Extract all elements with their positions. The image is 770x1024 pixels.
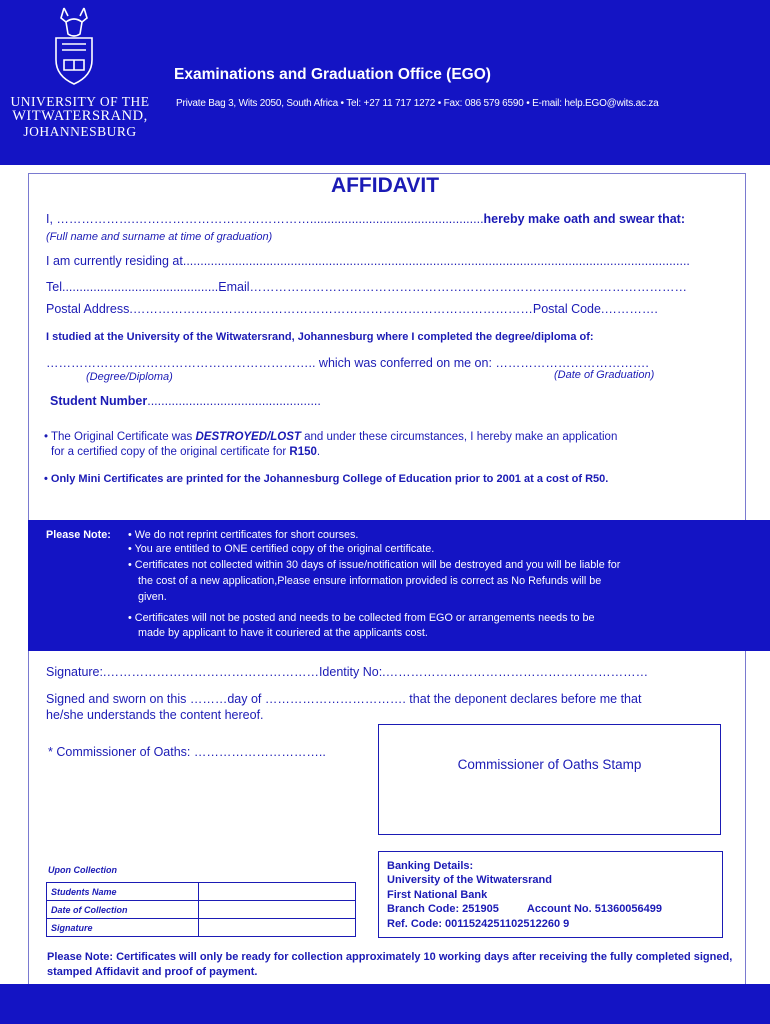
collection-value-cell[interactable]: [199, 901, 356, 919]
table-row: [47, 901, 356, 919]
destroyed-amount: R150: [289, 446, 317, 458]
postal-line[interactable]: Postal Address.……………………………………………………………………………………Postal Code.………….: [46, 302, 658, 316]
note-item: the cost of a new application,Please ensure information provided is correct as No Refunds will be: [138, 575, 602, 587]
destroyed-post: and under these circumstances, I hereby make an application: [300, 431, 618, 443]
banking-branch: Branch Code: 251905: [387, 903, 499, 916]
collection-readiness-note: Please Note: Certificates will only be ready for collection approximately 10 working days after receiving the fully completed signed, stamped Affidavit and proof of payment.: [47, 951, 733, 978]
university-name: [6, 94, 154, 139]
table-row: [47, 883, 356, 901]
graduation-date-hint: (Date of Graduation): [554, 369, 655, 381]
studied-statement: I studied at the University of the Witwatersrand, Johannesburg where I completed the degree/diploma of:: [46, 331, 594, 343]
note-item: made by applicant to have it couriered at the applicants cost.: [138, 627, 428, 639]
commissioner-stamp-box: [378, 724, 721, 835]
name-hint: (Full name and surname at time of graduation): [46, 231, 273, 243]
office-title: Examinations and Graduation Office (EGO): [174, 66, 491, 83]
banking-university: University of the Witwatersrand: [387, 874, 552, 887]
tel-email-line[interactable]: Tel.............................................Email……………………………………………………………………………………………: [46, 280, 688, 294]
university-name-line: WITWATERSRAND,: [12, 108, 148, 124]
banking-heading: Banking Details:: [387, 860, 474, 872]
residing-line[interactable]: I am currently residing at..................................................................................................................................................: [46, 254, 690, 268]
collection-label: Date of Collection: [47, 901, 199, 919]
student-number-line[interactable]: [50, 394, 321, 408]
commissioner-line[interactable]: * Commissioner of Oaths: …………………………..: [48, 745, 326, 759]
banking-details-box: [378, 851, 723, 938]
mini-certificate-note: • Only Mini Certificates are printed for the Johannesburg College of Education prior to 2001 at a cost of R50.: [44, 473, 609, 485]
table-row: [47, 919, 356, 937]
collection-value-cell[interactable]: [199, 919, 356, 937]
please-note-label: Please Note:: [46, 529, 111, 541]
name-line[interactable]: [46, 212, 685, 226]
note-item: • We do not reprint certificates for short courses.: [128, 529, 359, 541]
name-dots: I, ……………….……………………………………..................................................: [46, 212, 484, 226]
destroyed-statement-line2: [51, 446, 320, 458]
destroyed-line2-pre: for a certified copy of the original certificate for: [51, 446, 290, 458]
collection-label: Signature: [47, 919, 199, 937]
student-number-dots: ..................................................: [147, 394, 321, 408]
degree-hint: (Degree/Diploma): [86, 371, 173, 383]
oath-text: hereby make oath and swear that:: [483, 212, 685, 226]
please-note-panel: [28, 520, 770, 651]
banking-account: Account No. 51360056499: [526, 903, 663, 916]
footer-band: [0, 984, 770, 1024]
office-contact: Private Bag 3, Wits 2050, South Africa • Tel: +27 11 717 1272 • Fax: 086 579 6590 • E-mail: help.EGO@wits.ac.za: [176, 98, 659, 109]
destroyed-emphasis: DESTROYED/LOST: [195, 431, 301, 443]
destroyed-statement: [44, 431, 617, 443]
note-item: • You are entitled to ONE certified copy of the original certificate.: [128, 543, 435, 555]
university-name-line: JOHANNESBURG: [23, 124, 137, 139]
note-item: • Certificates not collected within 30 days of issue/notification will be destroyed and you will be liable for: [128, 559, 621, 571]
signature-identity-line[interactable]: Signature:.……………………………………………Identity No:.………………………………………………………: [46, 665, 649, 679]
letterhead: [0, 0, 770, 165]
sworn-line-1[interactable]: Signed and sworn on this ………day of ……………………………. that the deponent declares before me that: [46, 692, 642, 706]
degree-line[interactable]: ……………………………………………………….. which was conferred on me on: ……………………………….: [46, 356, 649, 370]
banking-bank: First National Bank: [387, 888, 488, 901]
collection-table: [46, 882, 356, 937]
note-item: given.: [138, 591, 167, 603]
banking-ref: Ref. Code: 0011524251102512260 9: [387, 917, 570, 930]
banking-codes: [387, 902, 714, 916]
destroyed-line2-post: .: [316, 446, 321, 458]
sworn-line-2: he/she understands the content hereof.: [46, 708, 264, 722]
upon-collection-heading: Upon Collection: [48, 865, 117, 875]
university-name-line: UNIVERSITY OF THE: [10, 94, 150, 109]
destroyed-pre: • The Original Certificate was: [44, 431, 196, 443]
collection-label: Students Name: [47, 883, 199, 901]
note-item: • Certificates will not be posted and needs to be collected from EGO or arrangements needs to be: [128, 612, 595, 624]
document-title: AFFIDAVIT: [330, 174, 440, 197]
collection-value-cell[interactable]: [199, 883, 356, 901]
stamp-label: Commissioner of Oaths Stamp: [457, 757, 642, 772]
student-number-label: Student Number: [50, 394, 148, 408]
university-crest-icon: [48, 4, 100, 88]
